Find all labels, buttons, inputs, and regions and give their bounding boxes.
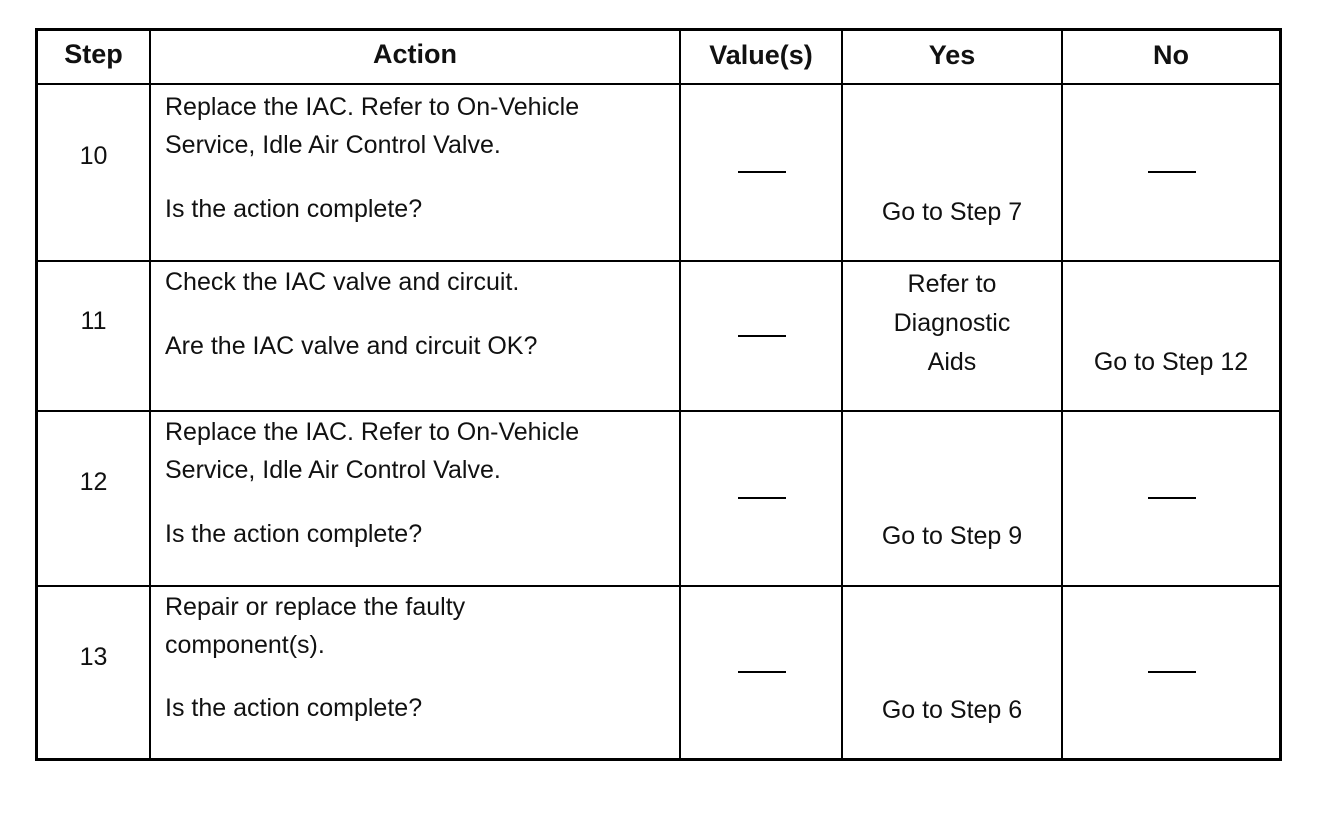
step-number: 10 <box>79 142 108 170</box>
values-empty-dash <box>738 171 786 173</box>
header-values: Value(s) <box>709 40 813 70</box>
yes-result: Go to Step 6 <box>881 696 1023 724</box>
column-divider <box>149 31 151 758</box>
step-number: 11 <box>80 307 107 335</box>
values-empty-dash <box>738 497 786 499</box>
yes-result: Diagnostic <box>893 309 1011 337</box>
action-text: Service, Idle Air Control Valve. <box>165 131 501 159</box>
header-step: Step <box>64 39 123 69</box>
header-no: No <box>1153 40 1189 70</box>
values-empty-dash <box>738 671 786 673</box>
column-divider <box>1061 31 1063 758</box>
header-action: Action <box>373 39 457 69</box>
action-text: Service, Idle Air Control Valve. <box>165 456 501 484</box>
diagnostic-table <box>35 28 1282 761</box>
step-number: 12 <box>79 468 108 496</box>
action-text: Replace the IAC. Refer to On-Vehicle <box>165 418 580 446</box>
step-number: 13 <box>79 643 108 671</box>
no-empty-dash <box>1148 171 1196 173</box>
header-yes: Yes <box>928 40 976 70</box>
action-text: component(s). <box>165 631 325 659</box>
no-empty-dash <box>1148 497 1196 499</box>
yes-result: Go to Step 7 <box>881 198 1023 226</box>
action-text: Replace the IAC. Refer to On-Vehicle <box>165 93 580 121</box>
action-text: Repair or replace the faulty <box>165 593 466 621</box>
yes-result: Aids <box>927 348 977 376</box>
yes-result: Refer to <box>907 270 997 298</box>
row-divider <box>38 585 1279 587</box>
action-text: Check the IAC valve and circuit. <box>165 268 520 296</box>
yes-result: Go to Step 9 <box>881 522 1023 550</box>
no-result: Go to Step 12 <box>1093 348 1249 376</box>
action-question: Is the action complete? <box>165 694 423 722</box>
column-divider <box>679 31 681 758</box>
row-divider <box>38 83 1279 85</box>
no-empty-dash <box>1148 671 1196 673</box>
action-question: Are the IAC valve and circuit OK? <box>165 332 538 360</box>
action-question: Is the action complete? <box>165 520 423 548</box>
row-divider <box>38 260 1279 262</box>
action-question: Is the action complete? <box>165 195 423 223</box>
column-divider <box>841 31 843 758</box>
row-divider <box>38 410 1279 412</box>
values-empty-dash <box>738 335 786 337</box>
